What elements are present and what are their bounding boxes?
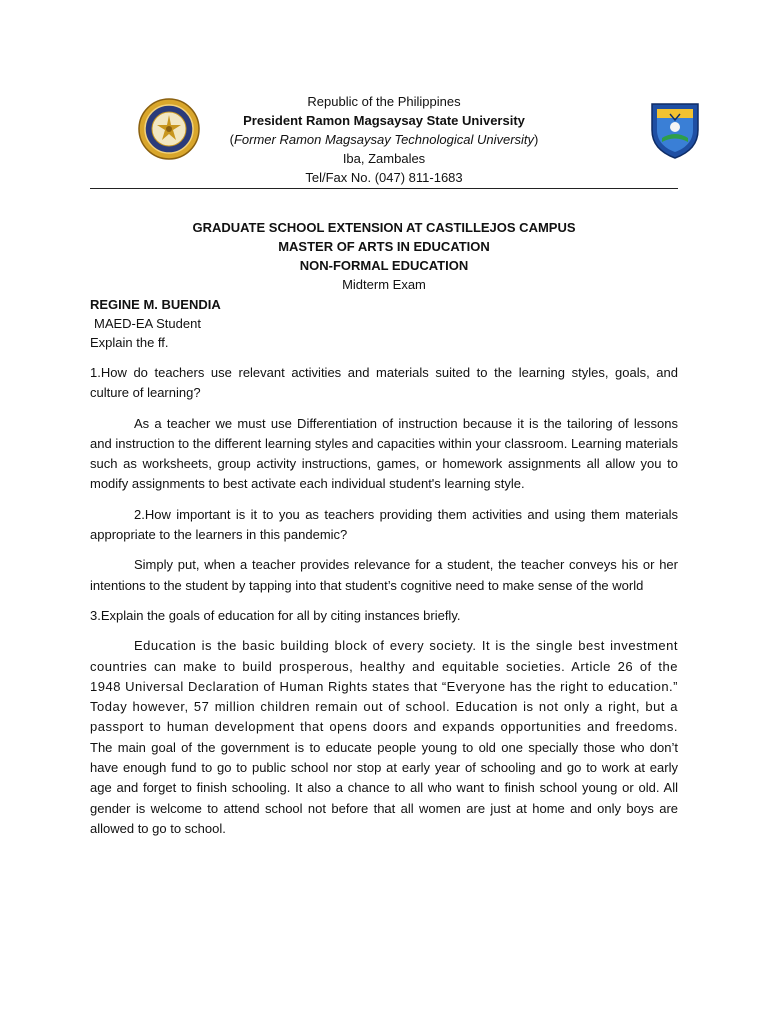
question-2: 2.How important is it to you as teachers providing them activities and using them materials appropriate to the learners in this pandemic? <box>90 506 678 543</box>
answer-3-part2: The main goal of the government is to educate people young to old one specially those who don’t have enough fund to go to public school nor stop at early year of schooling and go to work at early age and forget to finish schooling. It also a chance to all who want to finish school young or old. All gender is welcome to attend school not before that all women are just at home and only boys are allowed to go to school. <box>90 739 678 836</box>
question-3: 3.Explain the goals of education for all by citing instances briefly. <box>90 607 461 623</box>
exam-body <box>90 363 678 839</box>
university-name: President Ramon Magsaysay State University <box>243 113 525 128</box>
shield-emblem-icon <box>648 100 702 160</box>
course-title: NON-FORMAL EDUCATION <box>299 258 469 273</box>
letterhead-text <box>90 92 678 187</box>
header-divider <box>90 188 678 189</box>
answer-3-part1: Education is the basic building block of every society. It is the single best investment countries can make to build prosperous, healthy and equitable societies. Article 26 of the 1948 Universal Declaration of Human Rights states that “Everyone has the right to education.” Today however, 57 million children remain out of school. Education is not only a right, but a passport to human development that opens doors and expands opportunities and freedoms. <box>90 638 678 735</box>
program-title: MASTER OF ARTS IN EDUCATION <box>278 239 490 254</box>
campus-title: GRADUATE SCHOOL EXTENSION AT CASTILLEJOS CAMPUS <box>192 220 576 235</box>
student-info <box>90 295 678 352</box>
student-name: REGINE M. BUENDIA <box>90 297 221 312</box>
former-name: Former Ramon Magsaysay Technological University <box>233 132 535 147</box>
answer-3 <box>90 636 678 839</box>
student-role: MAED-EA Student <box>94 316 201 331</box>
paren-close: ) <box>534 132 539 147</box>
question-1: 1.How do teachers use relevant activities and materials suited to the learning styles, goals, and culture of learning? <box>90 365 678 401</box>
paren-open: ( <box>229 132 234 147</box>
letterhead <box>90 92 678 192</box>
answer-2: Simply put, when a teacher provides relevance for a student, the teacher conveys his or her intentions to the student by tapping into that student’s cognitive need to make sense of the world <box>90 557 678 593</box>
answer-1: As a teacher we must use Differentiation of instruction because it is the tailoring of lessons and instruction to the different learning styles and capacities within your classroom. Learning materials such as worksheets, group activity instructions, games, or homework assignments all allow you to modify assignments to best activate each individual student's learning style. <box>90 415 678 492</box>
telfax-line: Tel/Fax No. (047) 811-1683 <box>305 170 463 185</box>
location-line: Iba, Zambales <box>342 151 426 166</box>
republic-line: Republic of the Philippines <box>307 94 461 109</box>
instruction: Explain the ff. <box>90 335 169 350</box>
exam-type: Midterm Exam <box>342 277 426 292</box>
exam-titles <box>90 218 678 294</box>
former-name-line <box>90 130 678 149</box>
